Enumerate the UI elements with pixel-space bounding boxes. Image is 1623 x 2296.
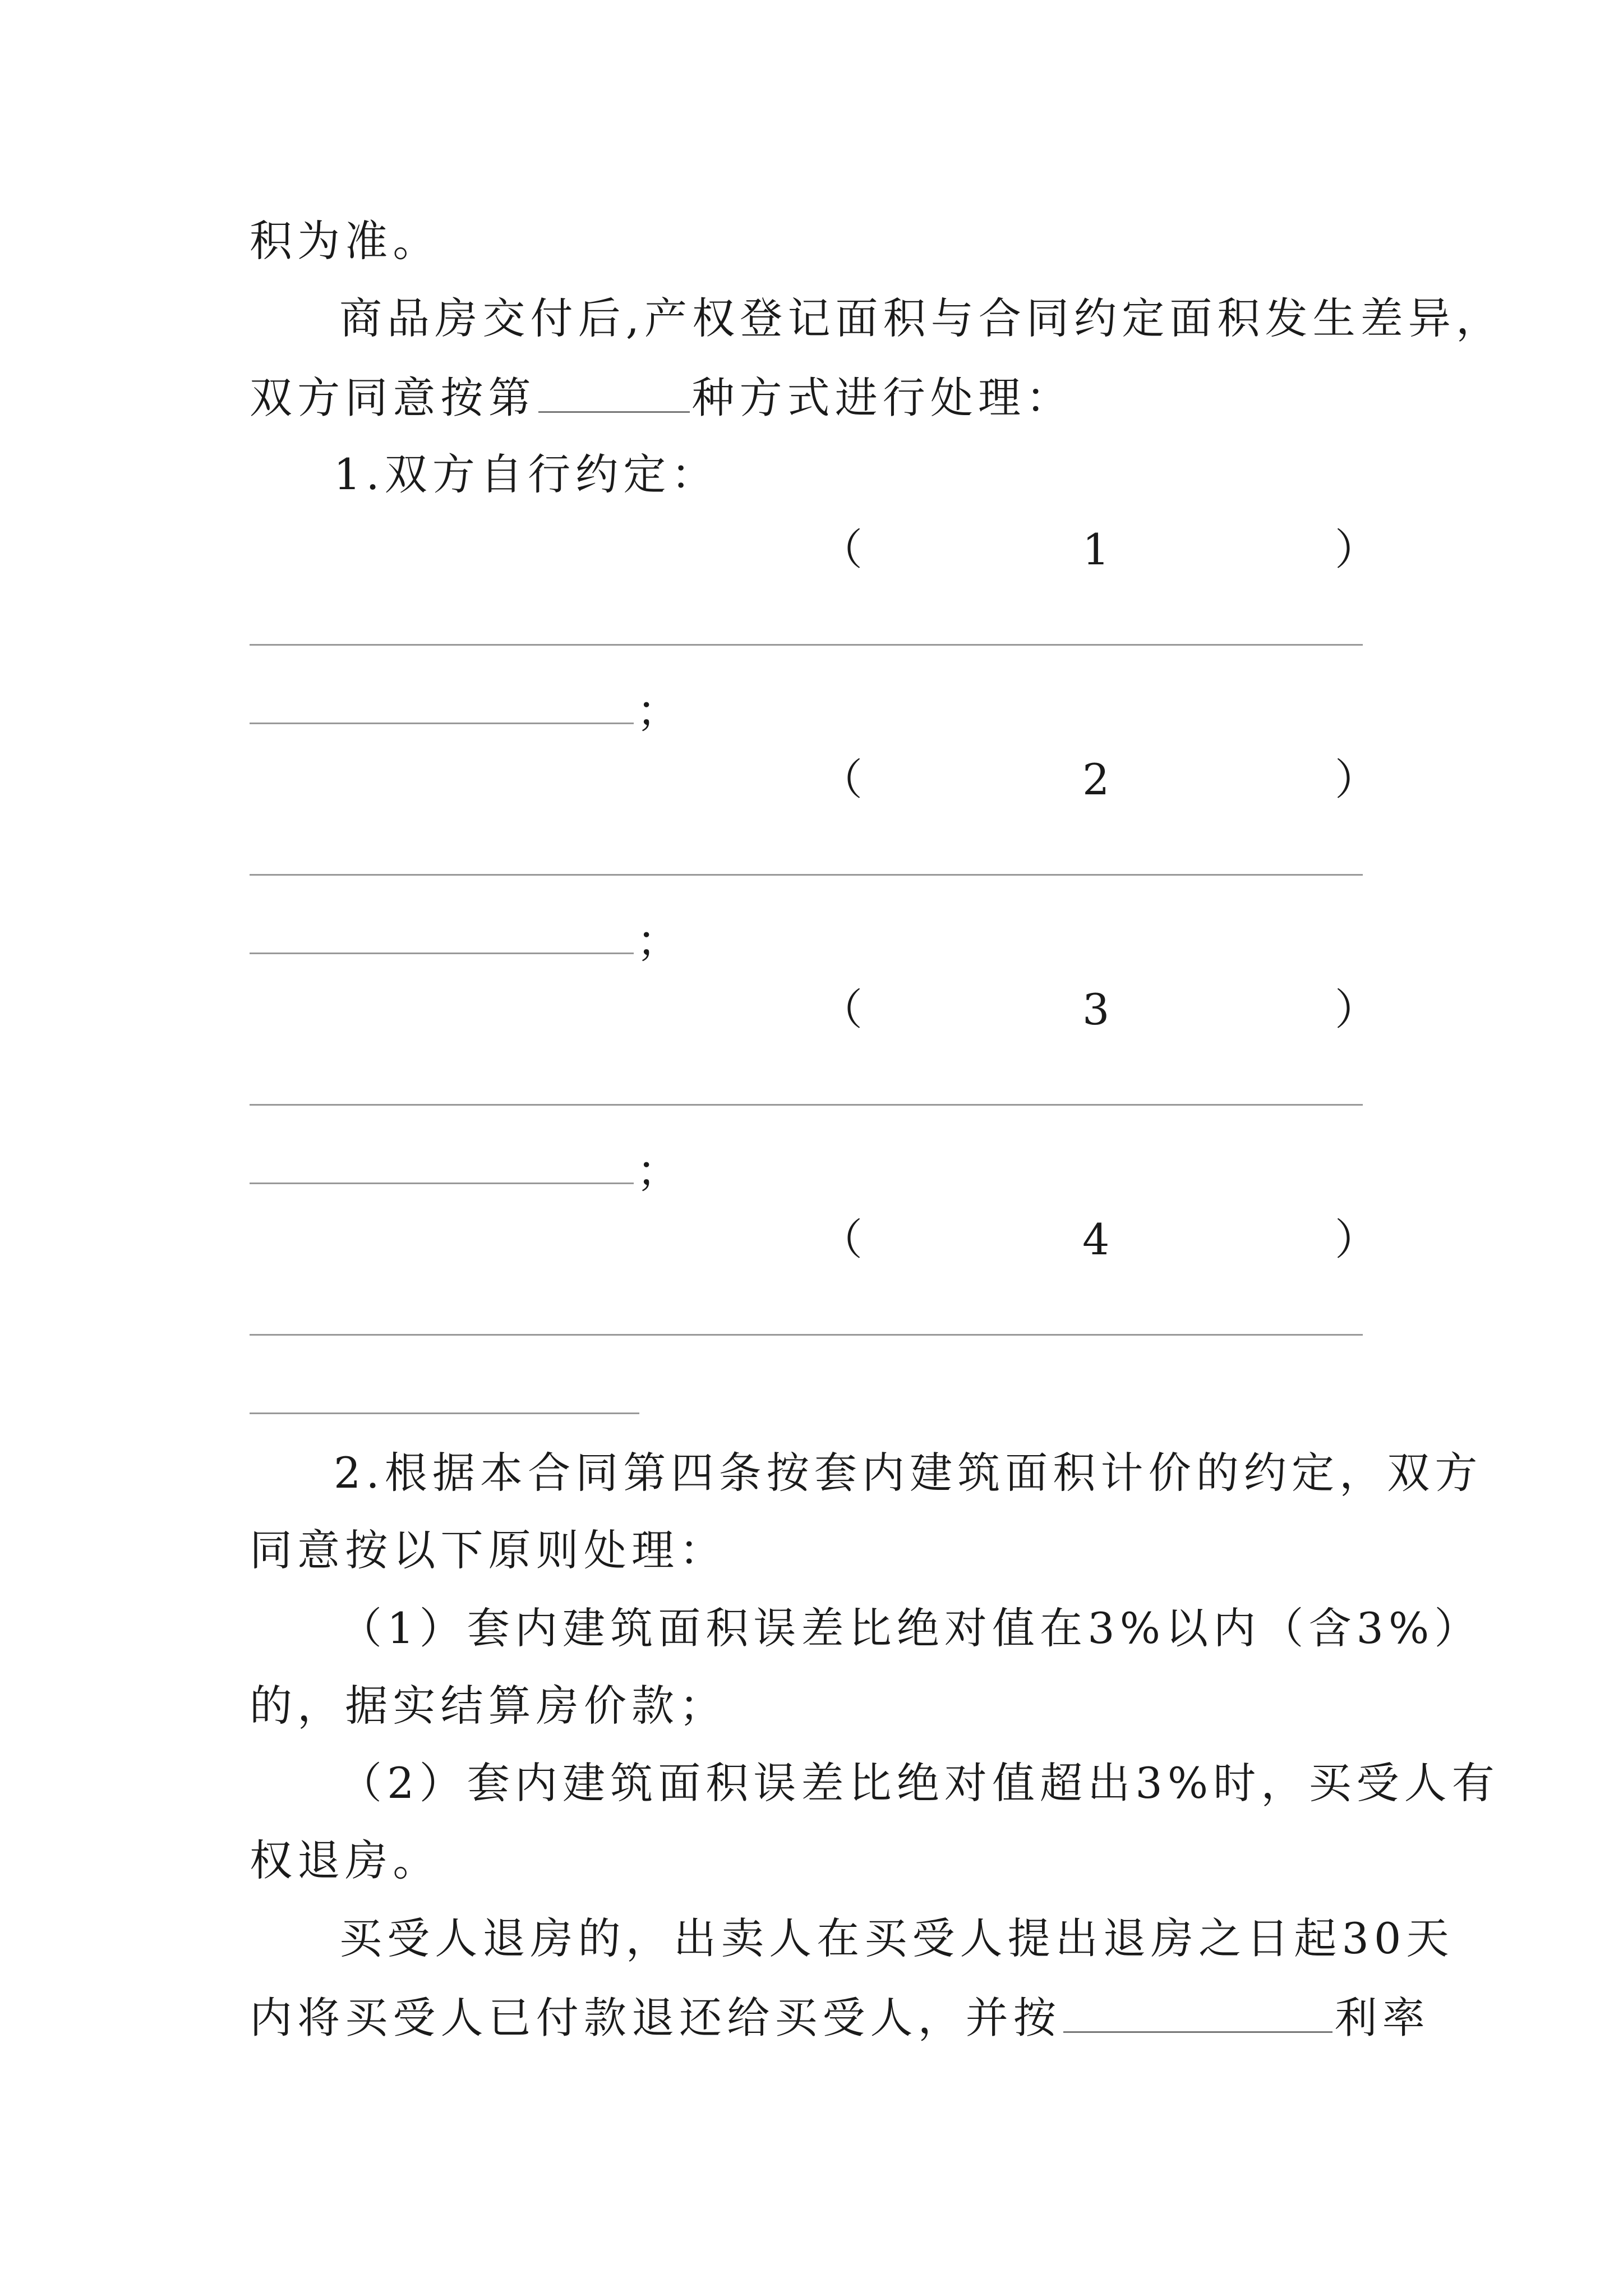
clause-close-paren: ） (1335, 754, 1377, 804)
clause-semicolon: ； (637, 916, 679, 966)
text-line: 积为准。 (250, 216, 441, 266)
paragraph-line: 的，据实结算房价款； (250, 1681, 727, 1731)
text-fragment: 双方同意按第 (250, 372, 536, 423)
blank-line (250, 874, 1363, 876)
text-fragment: 利率 (1334, 1993, 1430, 2043)
clause-number: 1 (1082, 524, 1110, 574)
blank-line (250, 1334, 1363, 1336)
clause-open-paren: （ (820, 524, 863, 574)
paragraph-line (250, 372, 1074, 423)
blank-line (250, 1104, 1363, 1106)
blank-line (250, 1182, 634, 1184)
clause-semicolon: ； (637, 686, 679, 736)
paragraph-line: 买受人退房的，出卖人在买受人提出退房之日起30天 (339, 1913, 1454, 1963)
paragraph-line: 商品房交付后,产权登记面积与合同约定面积发生差异， (339, 293, 1504, 343)
clause-number: 3 (1082, 984, 1110, 1034)
clause-number: 4 (1082, 1214, 1110, 1264)
paragraph-line: 2.根据本合同第四条按套内建筑面积计价的约定，双方 (334, 1448, 1483, 1498)
clause-open-paren: （ (820, 1214, 863, 1264)
clause-semicolon: ； (637, 1146, 679, 1196)
blank-line (250, 644, 1363, 646)
paragraph-line: （2）套内建筑面积误差比绝对值超出3%时，买受人有 (339, 1758, 1500, 1808)
text-fragment: 种方式进行处理： (691, 372, 1074, 423)
paragraph-line: 同意按以下原则处理： (250, 1525, 727, 1575)
blank-line (250, 1412, 639, 1414)
clause-close-paren: ） (1335, 984, 1377, 1034)
paragraph-line: （1）套内建筑面积误差比绝对值在3%以内（含3%） (339, 1603, 1482, 1653)
text-fragment: 内将买受人已付款退还给买受人，并按 (250, 1993, 1062, 2043)
blank-line (250, 723, 634, 724)
blank-field (1063, 1995, 1332, 2033)
clause-open-paren: （ (820, 984, 863, 1034)
blank-field (538, 375, 690, 413)
paragraph-line (250, 1993, 1430, 2043)
clause-number: 2 (1082, 754, 1110, 804)
blank-line (250, 953, 634, 954)
paragraph-line: 权退房。 (250, 1835, 441, 1885)
clause-close-paren: ） (1335, 524, 1377, 574)
clause-open-paren: （ (820, 754, 863, 804)
item-heading: 1.双方自行约定： (334, 449, 719, 499)
clause-close-paren: ） (1335, 1214, 1377, 1264)
